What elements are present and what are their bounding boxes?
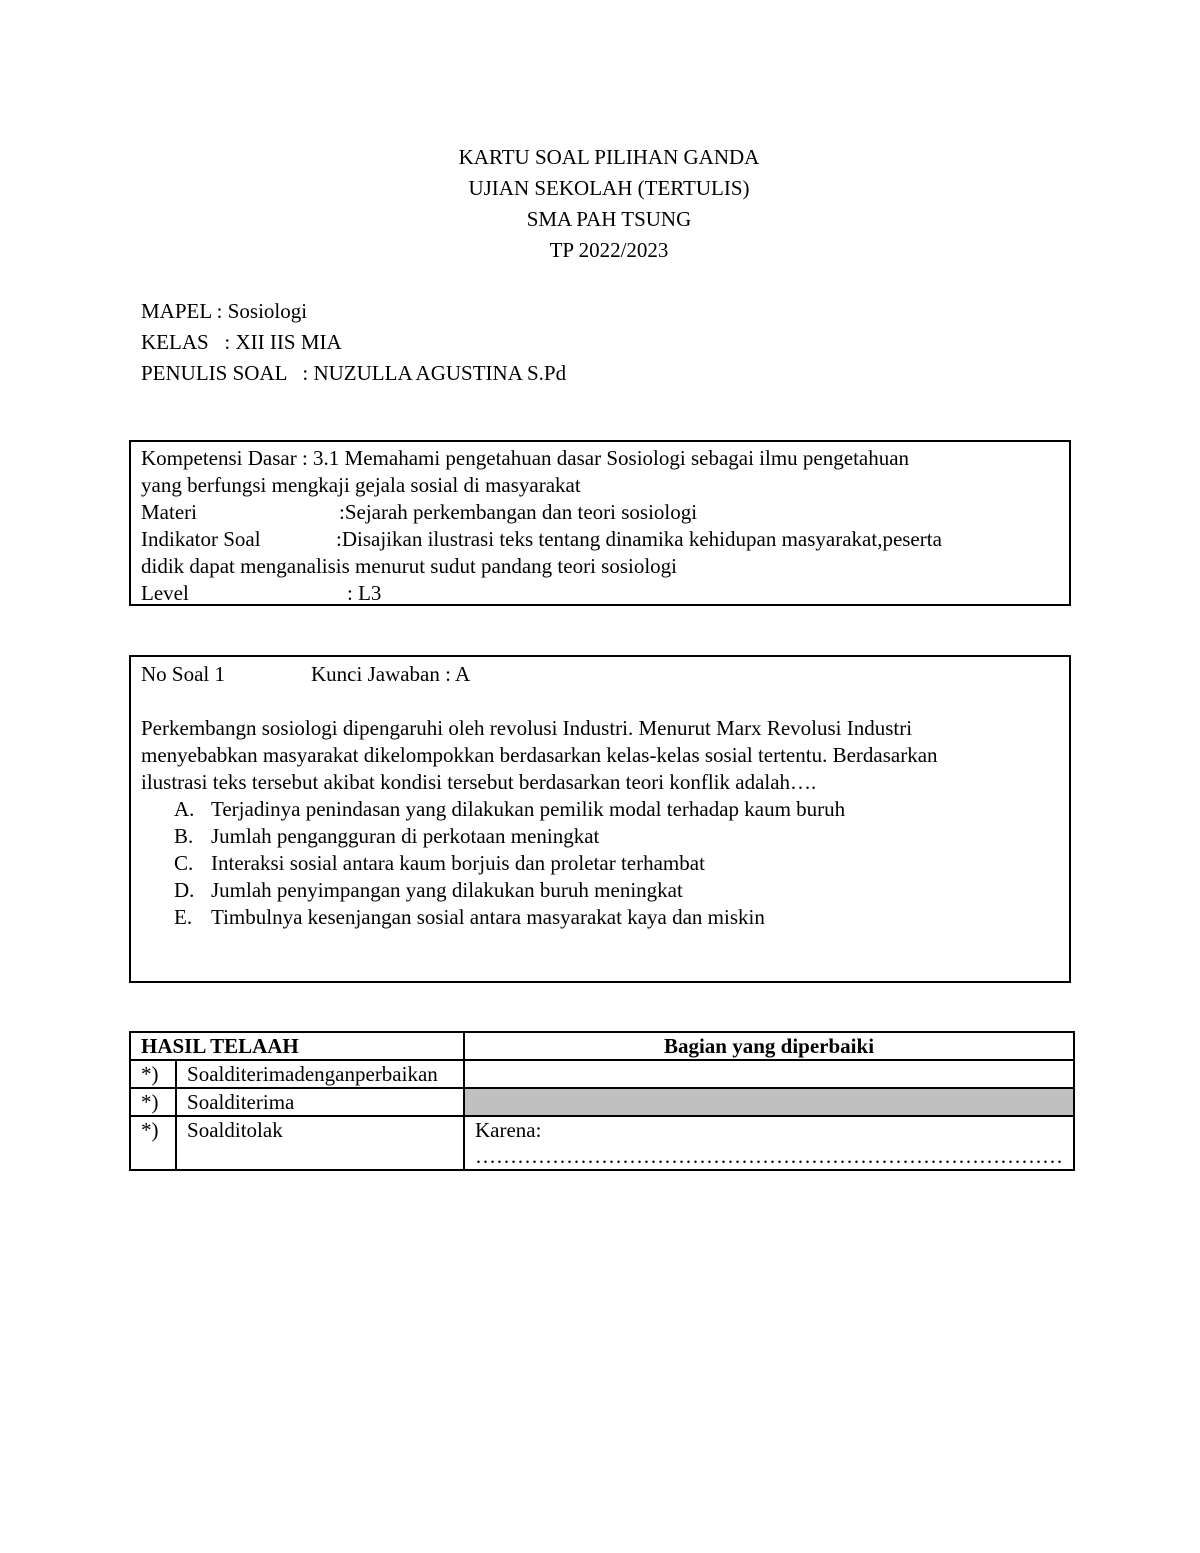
indikator-value: :Disajikan ilustrasi teks tentang dinamika kehidupan masyarakat,peserta bbox=[336, 527, 942, 551]
indikator-row bbox=[141, 526, 1059, 553]
kompetensi-line2: yang berfungsi mengkaji gejala sosial di masyarakat bbox=[141, 473, 581, 497]
kompetensi-line1: Kompetensi Dasar : 3.1 Memahami pengetahuan dasar Sosiologi sebagai ilmu pengetahuan bbox=[141, 446, 910, 470]
table-row bbox=[130, 1060, 1074, 1088]
materi-row bbox=[141, 499, 1059, 526]
kompetensi-box bbox=[129, 440, 1071, 606]
soal-header-row bbox=[141, 661, 1059, 688]
meta-kelas: KELAS : XII IIS MIA bbox=[141, 330, 342, 354]
header-school: SMA PAH TSUNG bbox=[526, 207, 692, 231]
table-row bbox=[130, 1116, 1074, 1170]
option-e bbox=[141, 904, 1059, 931]
row-note-shaded bbox=[464, 1088, 1074, 1116]
option-text: Timbulnya kesenjangan sosial antara masyarakat kaya dan miskin bbox=[211, 905, 765, 929]
row-label: Soalditerimadenganperbaikan bbox=[176, 1060, 464, 1088]
indikator-label: Indikator Soal bbox=[141, 527, 261, 551]
level-value: : L3 bbox=[347, 581, 382, 605]
option-letter: C. bbox=[174, 851, 194, 875]
option-letter: E. bbox=[174, 905, 193, 929]
question-line: Perkembangn sosiologi dipengaruhi oleh revolusi Industri. Menurut Marx Revolusi Industri bbox=[141, 716, 913, 740]
option-letter: A. bbox=[174, 797, 195, 821]
document-header bbox=[0, 142, 1200, 266]
table-header-right: Bagian yang diperbaiki bbox=[464, 1032, 1074, 1060]
option-letter: B. bbox=[174, 824, 194, 848]
header-year: TP 2022/2023 bbox=[549, 238, 669, 262]
table-header-row bbox=[130, 1032, 1074, 1060]
level-label: Level bbox=[141, 581, 189, 605]
option-text: Interaksi sosial antara kaum borjuis dan proletar terhambat bbox=[211, 851, 705, 875]
row-note bbox=[464, 1060, 1074, 1088]
materi-label: Materi bbox=[141, 500, 197, 524]
row-label: Soalditerima bbox=[176, 1088, 464, 1116]
option-b bbox=[141, 823, 1059, 850]
header-title: KARTU SOAL PILIHAN GANDA bbox=[458, 145, 760, 169]
table-header-left: HASIL TELAAH bbox=[130, 1032, 464, 1060]
option-text: Terjadinya penindasan yang dilakukan pemilik modal terhadap kaum buruh bbox=[211, 797, 846, 821]
indikator-line2: didik dapat menganalisis menurut sudut pandang teori sosiologi bbox=[141, 554, 678, 578]
meta-penulis: PENULIS SOAL : NUZULLA AGUSTINA S.Pd bbox=[141, 361, 567, 385]
row-mark: *) bbox=[130, 1116, 176, 1170]
option-text: Jumlah penyimpangan yang dilakukan buruh meningkat bbox=[211, 878, 683, 902]
answer-key: Kunci Jawaban : A bbox=[311, 662, 471, 686]
question-text bbox=[141, 715, 1059, 796]
option-text: Jumlah pengangguran di perkotaan meningkat bbox=[211, 824, 600, 848]
option-a bbox=[141, 796, 1059, 823]
answer-options bbox=[141, 796, 1059, 931]
question-line: menyebabkan masyarakat dikelompokkan berdasarkan kelas-kelas sosial tertentu. Berdasarkan bbox=[141, 743, 938, 767]
option-c bbox=[141, 850, 1059, 877]
option-letter: D. bbox=[174, 878, 195, 902]
row-mark: *) bbox=[130, 1060, 176, 1088]
table-row bbox=[130, 1088, 1074, 1116]
header-subtitle: UJIAN SEKOLAH (TERTULIS) bbox=[468, 176, 750, 200]
row-mark: *) bbox=[130, 1088, 176, 1116]
meta-mapel: MAPEL : Sosiologi bbox=[141, 299, 308, 323]
question-line: ilustrasi teks tersebut akibat kondisi tersebut berdasarkan teori konflik adalah…. bbox=[141, 770, 817, 794]
hasil-telaah-table bbox=[129, 1031, 1075, 1171]
soal-box bbox=[129, 655, 1071, 983]
row-note-karena: Karena: ………………………………………………………………………… bbox=[464, 1116, 1074, 1170]
materi-value: :Sejarah perkembangan dan teori sosiologi bbox=[339, 500, 698, 524]
option-d bbox=[141, 877, 1059, 904]
level-row bbox=[141, 580, 1059, 607]
soal-number: No Soal 1 bbox=[141, 662, 225, 686]
row-label: Soalditolak bbox=[176, 1116, 464, 1170]
meta-info bbox=[141, 296, 566, 389]
